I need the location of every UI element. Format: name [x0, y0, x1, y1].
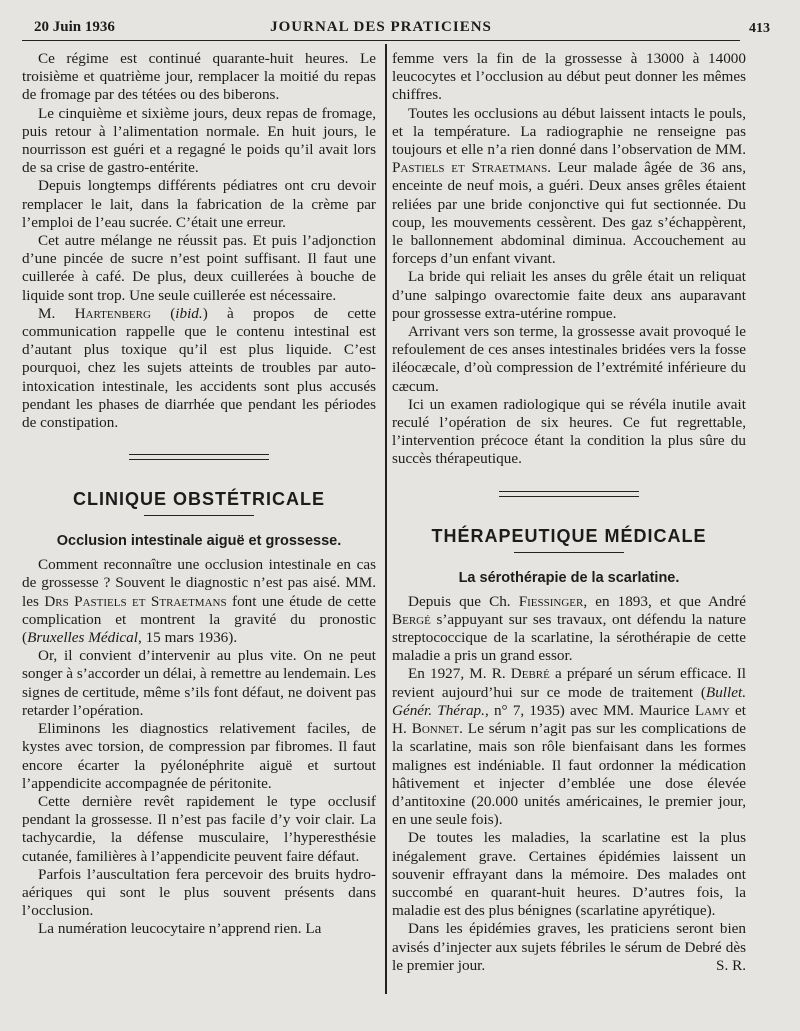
paragraph: Or, il convient d’intervenir au plus vite. On ne peut songer à s’accorder un délai, à remettre au lendemain. Les signes de certitude, même s’ils font défaut, ne doivent pas retarder l’opération. — [22, 647, 376, 719]
title-underline — [514, 552, 624, 553]
title-underline — [144, 515, 254, 516]
section-title: THÉRAPEUTIQUE MÉDICALE — [431, 525, 707, 546]
article-title: La sérothérapie de la scarlatine. — [458, 569, 680, 586]
left-column — [22, 50, 376, 939]
paragraph: La numération leucocytaire n’apprend rien. La — [38, 920, 322, 938]
author-name: Bonnet — [411, 720, 460, 738]
author-name: Lamy — [694, 701, 730, 719]
paragraph: Ici un examen radiologique qui se révéla inutile avait reculé l’opération de six heures. Ce fut regrettable, l’intervention précoce étant la condition la plus sûre du succès thérapeutique. — [392, 395, 746, 468]
paragraph: Ce régime est continué quarante-huit heures. Le troisième et quatrième jour, remplacer la moitié du repas de fromage par des tétées ou des biberons. — [22, 50, 376, 104]
paragraph: Le cinquième et sixième jours, deux repas de fromage, puis retour à l’alimentation normale. En huit jours, le nourrisson est guéri et a regagné le poids qu’il avait lors de sa crise de gastro-entérite. — [22, 104, 376, 177]
section-title: CLINIQUE OBSTÉTRICALE — [72, 489, 325, 510]
paragraph: Parfois l’auscultation fera percevoir des bruits hydro-aériques qui sont le plus souvent présents dans l’occlusion. — [22, 865, 376, 920]
column-divider — [385, 44, 387, 994]
reference: ibid. — [175, 304, 203, 322]
author-name: Hartenberg — [74, 304, 151, 322]
paragraph-hartenberg: M. Hartenberg (ibid.) à propos de cette communication rappelle que le contenu intestinal est d’autant plus toxique qu’il est plus liquide. C’est pourquoi, chez les sujets atteints de troubles par auto-intoxication intestinale, les accidents sont plus accusés pendant les phases de diarrhée que pendant les périodes de constipation. — [22, 304, 376, 432]
paragraph: Eliminons les diagnostics relativement faciles, de kystes avec torsion, de compression par fibromes. Il faut encore écarter la pyélonéphrite aiguë et surtout l’appendicite accompagnée de péritonite. — [22, 720, 376, 792]
article-title: Occlusion intestinale aiguë et grossesse. — [56, 533, 342, 550]
journal-reference: Bruxelles Médical — [27, 629, 138, 647]
journal-reference: Bullet. Génér. Thérap. — [392, 683, 746, 719]
paragraph: Depuis que Ch. Fiessinger, en 1893, et que André Bergé s’appuyant sur ses travaux, ont défendu la nature streptococcique de la scarlatine, la sérothérapie de cette maladie a pris un grand essor. — [392, 592, 746, 665]
header-rule — [22, 40, 740, 41]
section-separator — [499, 491, 639, 497]
paragraph: Cet autre mélange ne réussit pas. Et puis l’adjonction d’une pincée de sucre n’est point suffisant. Il faut une cuillerée à café. De plus, deux cuillerées à bouche de liquide sont trop. Une seule cuillerée est nécessaire. — [22, 232, 376, 304]
paragraph: Arrivant vers son terme, la grossesse avait provoqué le refoulement de ces anses intestinales bridées vers la fosse iléocæcale, d’où compression de l’extrémité inférieure du cæcum. — [392, 323, 746, 395]
page-number: 413 — [749, 21, 770, 36]
paragraph: Cette dernière revêt rapidement le type occlusif pendant la grossesse. Il n’est pas facile d’y voir clair. La tachycardie, la défense musculaire, l’hyperesthésie cutanée, familières à l’appendicite peuvent faire défaut. — [22, 792, 376, 865]
author-name: Bergé — [392, 610, 431, 628]
paragraph: La bride qui reliait les anses du grêle était un reliquat d’une salpingo ovarectomie faite deux ans auparavant pour grossesse extra-utérine rompue. — [392, 268, 746, 322]
paragraph: Toutes les occlusions au début laissent intacts le pouls, et la température. La radiographie ne renseigne pas toujours et elle n’a rien donné dans l’observation de MM. Pastiels et Straetmans. Leur malade âgée de 36 ans, enceinte de neuf mois, a guéri. Deux anses grêles étaient reliées par une bride conjonctive qui fut sectionnée. Du coup, les mouvements cessèrent. Des gaz s’échappèrent, le ballonnement abdominal diminua. Accouchement au forceps d’un enfant vivant. — [392, 104, 746, 268]
signature: S. R. — [716, 956, 746, 974]
journal-title: JOURNAL DES PRATICIENS — [270, 19, 492, 35]
paragraph: Depuis longtemps différents pédiatres ont cru devoir remplacer le lait, dans la fabrication de la crème par l’emploi de l’eau sucrée. C’était une erreur. — [22, 177, 376, 231]
paragraph-continuation: femme vers la fin de la grossesse à 13000 à 14000 leucocytes et l’occlusion au début peut donner les mêmes chiffres. — [392, 50, 746, 104]
author-names: Drs Pastiels et Straetmans — [44, 592, 227, 610]
paragraph: Comment reconnaître une occlusion intestinale en cas de grossesse ? Souvent le diagnostic n’est pas aisé. MM. les Drs Pastiels et Straetmans font une étude de cette complication et montrent la gravité du pronostic (Bruxelles Médical, 15 mars 1936). — [22, 556, 377, 647]
author-name: Fiessinger — [518, 592, 584, 610]
paragraph: De toutes les maladies, la scarlatine est la plus inégalement grave. Certaines épidémies laissent un souvenir effrayant dans la mémoire. Des malades ont succombé en quarant-huit heures. D’autres fois, la maladie est des plus bénignes (scarlatine apyrétique). — [392, 829, 746, 920]
right-column — [392, 50, 746, 975]
paragraph: En 1927, M. R. Debré a préparé un sérum efficace. Il revient aujourd’hui sur ce mode de traitement (Bullet. Génér. Thérap., n° 7, 1935) avec MM. Maurice Lamy et H. Bonnet. Le sérum n’agit pas sur les complications de la scarlatine, mais son rôle bienfaisant dans les formes malignes est indéniable. Il faut ordonner la médication hâtivement et injecter d’emblée une dose élevée d’antitoxine (20.000 unités américaines, le premier jour, en une seule fois). — [392, 665, 746, 829]
issue-date: 20 Juin 1936 — [34, 19, 115, 35]
author-names: Pastiels et Straetmans — [392, 159, 548, 177]
author-name: Debré — [510, 665, 550, 683]
section-separator — [129, 454, 269, 460]
paragraph: Dans les épidémies graves, les praticiens seront bien avisés d’injecter aux sujets fébriles le sérum de Debré dès le premier jour. S. R. — [392, 920, 746, 974]
